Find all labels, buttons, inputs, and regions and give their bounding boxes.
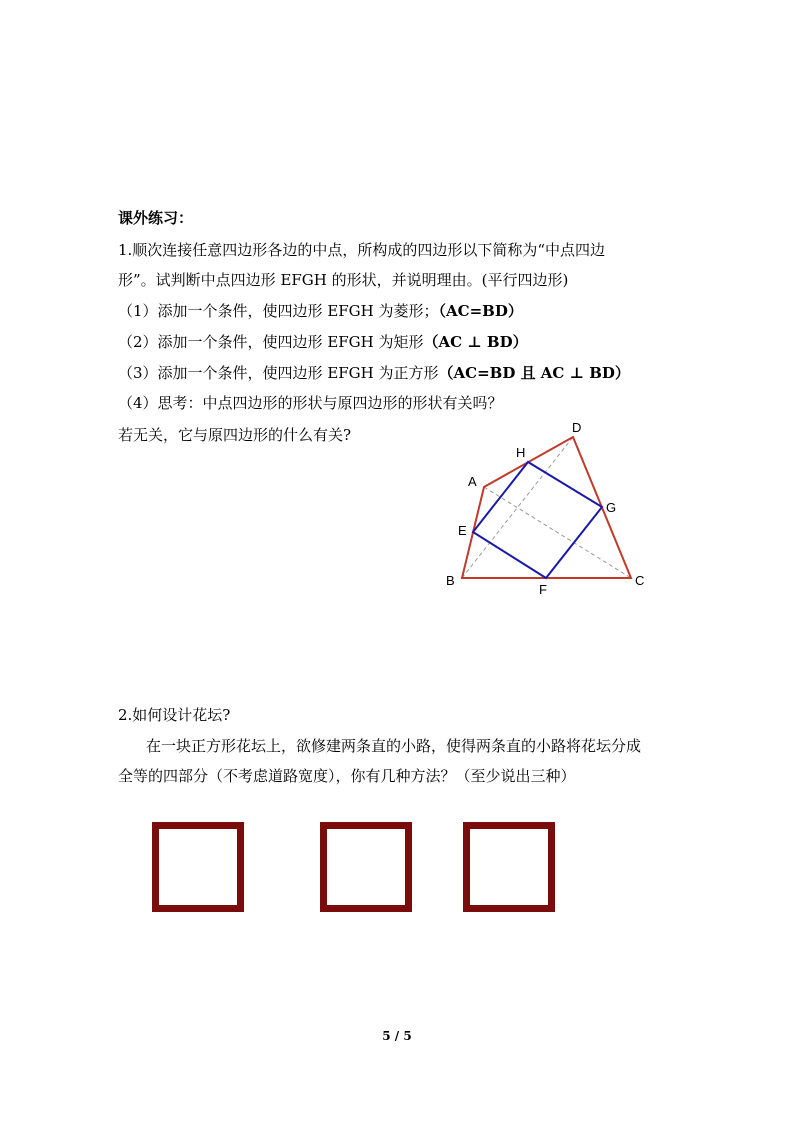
q1-sub3-text: （3）添加一个条件，使四边形 EFGH 为正方形 (118, 364, 439, 382)
label-b: B (446, 573, 455, 588)
label-g: G (606, 500, 617, 515)
q1-line2: 形”。试判断中点四边形 EFGH 的形状，并说明理由。(平行四边形) (118, 271, 569, 289)
q1-line1: 1.顺次连接任意四边形各边的中点，所构成的四边形以下简称为“中点四边 (118, 241, 605, 259)
label-d: D (572, 420, 582, 435)
q1-sub2-text: （2）添加一个条件，使四边形 EFGH 为矩形 (118, 333, 424, 351)
q1-sub4: （4）思考：中点四边形的形状与原四边形的形状有关吗？ (118, 394, 503, 412)
label-a: A (468, 474, 477, 489)
q1-sub1-text: （1）添加一个条件，使四边形 EFGH 为菱形； (118, 302, 439, 320)
section-title: 课外练习： (118, 209, 194, 227)
q2-title: 2.如何设计花坛? (118, 706, 231, 724)
label-e: E (458, 523, 467, 538)
flowerbed-square-1 (152, 822, 244, 912)
page-number: 5 / 5 (382, 1029, 412, 1043)
flowerbed-square-2 (320, 822, 412, 912)
quadrilateral-efgh (473, 462, 602, 578)
q1-sub4-cont: 若无关，它与原四边形的什么有关? (118, 426, 352, 444)
q2-body-line2: 全等的四部分（不考虑道路宽度），你有几种方法？（至少说出三种） (118, 767, 576, 785)
label-h: H (516, 445, 526, 460)
q1-sub3-answer: （AC=BD 且 AC ⊥ BD） (438, 364, 630, 382)
q1-sub1-answer: （AC=BD） (438, 302, 523, 320)
q1-sub2 (118, 332, 528, 352)
label-f: F (539, 582, 547, 597)
q2-body-line1: 在一块正方形花坛上，欲修建两条直的小路，使得两条直的小路将花坛分成 (146, 737, 642, 755)
q1-sub3 (118, 363, 630, 383)
q1-sub1 (118, 301, 523, 321)
label-c: C (635, 573, 645, 588)
q1-sub2-answer: （AC ⊥ BD） (423, 333, 528, 351)
quadrilateral-figure (440, 410, 660, 605)
flowerbed-square-3 (463, 822, 555, 912)
